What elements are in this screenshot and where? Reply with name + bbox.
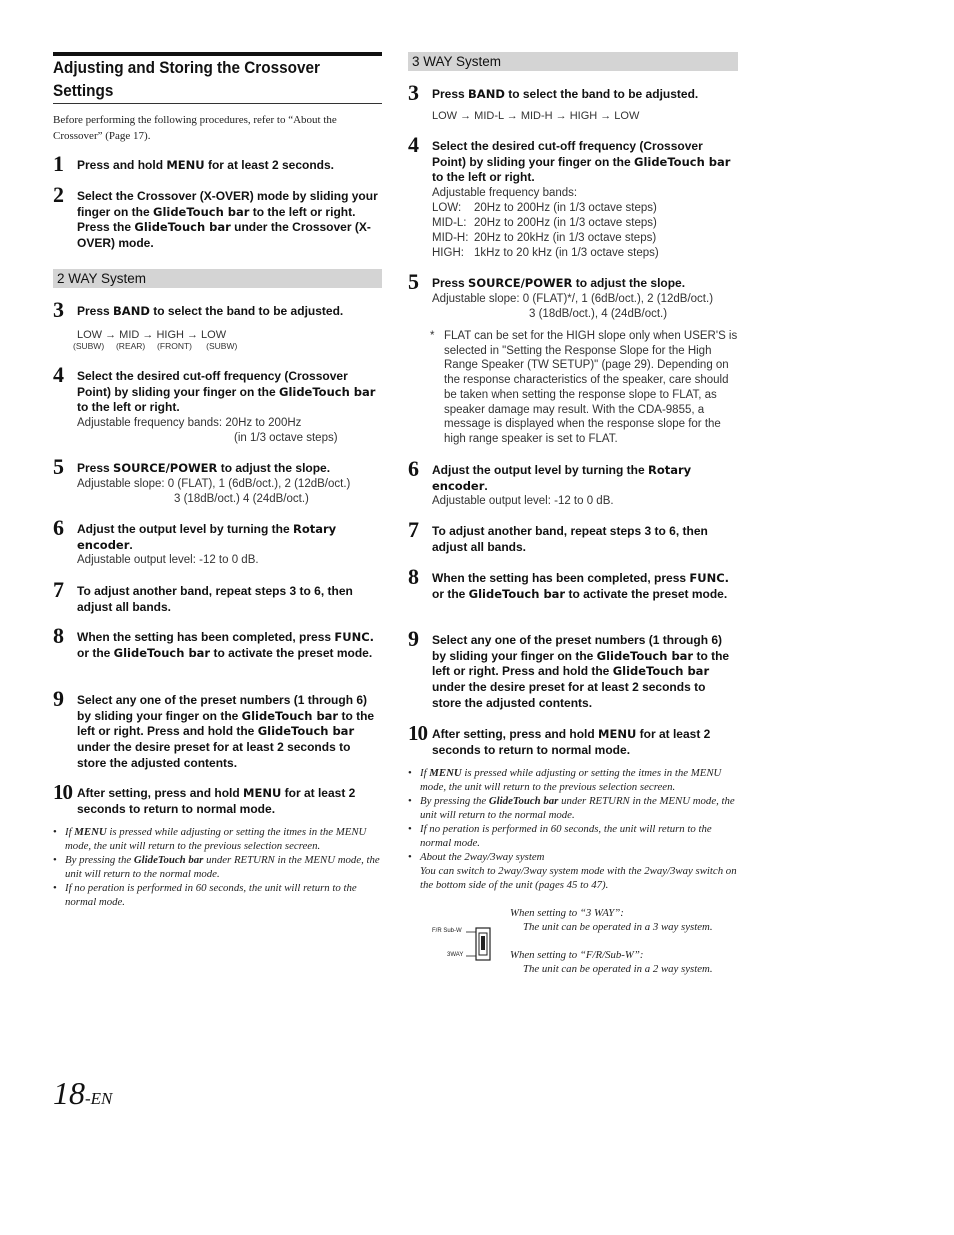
2way-step-4	[53, 362, 383, 446]
step-2	[53, 182, 383, 252]
3way-step-4	[408, 132, 738, 261]
caption-body: The unit can be operated in a 3 way system.	[523, 921, 713, 933]
key-glidetouch: GlideTouch bar	[257, 724, 355, 739]
text-a: Select any one of the preset numbers (1 through 6) by sliding your finger on the	[432, 633, 723, 663]
switch-label-bottom: 3WAY	[447, 952, 464, 958]
band-flow: LOW → MID-L → MID-H → HIGH → LOW	[432, 109, 640, 122]
step-number: 6	[408, 456, 419, 481]
band-flow-sublabels: (SUBW) (REAR) (FRONT) (SUBW)	[73, 340, 238, 351]
text-pre: Press	[77, 461, 114, 475]
step-text	[77, 522, 383, 553]
note-text: If no peration is performed in 60 seconds, the unit will return to the normal mode.	[65, 882, 357, 908]
note-item	[408, 766, 740, 794]
step-number: 8	[408, 564, 419, 589]
step-number: 4	[53, 362, 64, 387]
2way-step-3	[53, 297, 383, 351]
band-range: 1kHz to 20 kHz (in 1/3 octave steps)	[474, 247, 659, 260]
2way-step-6	[53, 515, 383, 568]
slope-line-1: Adjustable slope: 0 (FLAT)*/, 1 (6dB/oct.), 2 (12dB/oct.)	[432, 292, 714, 305]
step-text	[432, 87, 738, 103]
3way-step-8	[408, 564, 738, 602]
2way-step-7	[53, 577, 383, 615]
band-flow: LOW → MID → HIGH → LOW	[77, 328, 227, 341]
page-title-line2: Settings	[53, 81, 114, 100]
step-number: 5	[408, 269, 419, 294]
text-post: .	[484, 478, 488, 493]
key-source-power: SOURCE/POWER	[468, 276, 573, 290]
note-item	[408, 822, 740, 850]
band-range: 20Hz to 200Hz (in 1/3 octave steps)	[474, 202, 657, 215]
caption-title: When setting to “3 WAY”:	[510, 907, 624, 919]
step-text	[432, 571, 738, 602]
step-number: 3	[408, 80, 419, 105]
key-rotary: Rotary encoder	[432, 463, 692, 493]
band-name: MID-H:	[432, 232, 469, 245]
3way-step-7	[408, 517, 738, 555]
text-b: to the left or right.	[432, 170, 535, 185]
output-level: Adjustable output level: -12 to 0 dB.	[77, 554, 259, 567]
step-number: 10	[53, 780, 72, 804]
note-text: By pressing the	[65, 854, 134, 866]
2way-step-8	[53, 623, 383, 661]
page-number-suffix: -EN	[85, 1089, 113, 1108]
text-b: to the left or right.	[77, 400, 180, 415]
step-number: 2	[53, 182, 64, 207]
intro-text: Before performing the following procedures, refer to “About the Crossover” (Page 17).	[53, 114, 337, 142]
title-bottom-rule	[53, 103, 382, 104]
note-text: is pressed while adjusting or setting the itmes in the MENU mode, the unit will return to the previous selection secreen.	[65, 826, 367, 852]
step-text	[432, 276, 738, 292]
page-title-line1: Adjusting and Storing the Crossover	[53, 58, 320, 77]
note-text-extra: You can switch to 2way/3way system mode with the 2way/3way switch on the bottom side of the unit (pages 45 to 47).	[420, 865, 737, 891]
step-number: 7	[408, 517, 419, 542]
text-c: under the desire preset for at least 2 seconds to store the adjusted contents.	[432, 680, 706, 710]
3way-notes	[408, 766, 740, 892]
text-pre: When the setting has been completed, press	[432, 571, 690, 585]
step-number: 10	[408, 721, 427, 745]
section-header-2way: 2 WAY System	[53, 269, 382, 288]
switch-caption-2way	[510, 948, 740, 976]
slope-line-1: Adjustable slope: 0 (FLAT), 1 (6dB/oct.), 2 (12dB/oct.)	[77, 477, 351, 490]
band-name: LOW:	[432, 202, 462, 215]
switch-caption-3way	[510, 906, 740, 934]
text-pre: Press	[432, 87, 469, 101]
key-func: FUNC.	[689, 571, 730, 585]
page-number	[53, 1075, 112, 1117]
key-glidetouch: GlideTouch bar	[596, 648, 694, 663]
text-post: to select the band to be adjusted.	[504, 87, 699, 101]
text-pre: Press	[77, 304, 114, 318]
step-text	[77, 461, 383, 477]
band-row-midh	[432, 231, 738, 246]
step-number: 6	[53, 515, 64, 540]
band-row-low	[432, 201, 738, 216]
note-bold: MENU	[429, 767, 462, 779]
band-range: 20Hz to 20kHz (in 1/3 octave steps)	[474, 232, 657, 245]
text-pre: After setting, press and hold	[77, 786, 244, 800]
note-text: is pressed while adjusting or setting the itmes in the MENU mode, the unit will return to the previous selection secreen.	[420, 767, 722, 793]
note-item	[408, 850, 740, 892]
caption-title: When setting to “F/R/Sub-W”:	[510, 949, 644, 961]
key-func: FUNC.	[334, 630, 375, 644]
band-range: 20Hz to 200Hz (in 1/3 octave steps)	[474, 217, 657, 230]
2way-notes	[53, 825, 383, 909]
key-band: BAND	[113, 304, 150, 318]
step-text	[77, 369, 383, 416]
step-number: 8	[53, 623, 64, 648]
step-number: 4	[408, 132, 419, 157]
3way-step-9	[408, 626, 738, 712]
flat-footnote	[430, 329, 738, 447]
step-text	[77, 693, 383, 772]
key-glidetouch: GlideTouch bar	[113, 645, 211, 660]
step-text	[432, 463, 738, 494]
text-post: to adjust the slope.	[217, 461, 331, 475]
key-glidetouch: GlideTouch bar	[468, 586, 566, 601]
text-a: Select the desired cut-off frequency (Crossover Point) by sliding your finger on the	[432, 139, 703, 169]
note-item	[53, 825, 383, 853]
3way-step-6	[408, 456, 738, 509]
key-menu: MENU	[243, 786, 282, 800]
text-mid: or the	[77, 645, 114, 660]
step-text: Select the Crossover (X-OVER) mode by sliding your finger on the GlideTouch bar to the left or right. Press the GlideTouch bar under the Crossover (X-OVER) mode.	[77, 189, 378, 251]
band-row-high	[432, 246, 738, 261]
text-post: to select the band to be adjusted.	[149, 304, 344, 318]
step-number: 7	[53, 577, 64, 602]
band-row-midl	[432, 216, 738, 231]
text-b: to the left or right. Press and hold the	[432, 648, 730, 679]
band-name: MID-L:	[432, 217, 467, 230]
band-name: HIGH:	[432, 247, 464, 260]
step-text	[77, 786, 383, 817]
text-pre: Adjust the output level by turning the	[432, 463, 648, 477]
step-text	[77, 304, 383, 320]
text-pre: Press	[432, 276, 469, 290]
key-glidetouch: GlideTouch bar	[279, 384, 376, 399]
text-a: Select any one of the preset numbers (1 through 6) by sliding your finger on the	[77, 693, 368, 723]
footnote-mark: *	[430, 330, 435, 342]
text-post: for at least 2 seconds to return to normal mode.	[77, 786, 356, 816]
note-bold: MENU	[74, 826, 107, 838]
frequency-bands: Adjustable frequency bands: 20Hz to 200Hz	[77, 417, 302, 430]
text-c: under the desire preset for at least 2 seconds to store the adjusted contents.	[77, 740, 351, 770]
text-pre: After setting, press and hold	[432, 727, 599, 741]
step-number: 9	[408, 626, 419, 651]
2way-step-9	[53, 686, 383, 772]
slope-line-2: 3 (18dB/oct.) 4 (24dB/oct.)	[174, 492, 309, 505]
frequency-bands-label: Adjustable frequency bands:	[432, 187, 578, 200]
text-post: to activate the preset mode.	[210, 645, 373, 660]
output-level: Adjustable output level: -12 to 0 dB.	[432, 495, 614, 508]
step-number: 1	[53, 151, 64, 176]
note-item	[53, 881, 383, 909]
key-rotary: Rotary encoder	[77, 522, 337, 552]
key-glidetouch: GlideTouch bar	[241, 708, 339, 723]
note-text: under RETURN in the MENU mode, the unit will return to the normal mode.	[65, 854, 380, 880]
note-text: If	[65, 826, 75, 838]
key-band: BAND	[468, 87, 505, 101]
step-text	[432, 139, 738, 186]
text-a: Select the desired cut-off frequency (Crossover Point) by sliding your finger on the	[77, 369, 348, 399]
step-number: 3	[53, 297, 64, 322]
step-1	[53, 151, 383, 176]
3way-step-10	[408, 721, 738, 758]
note-bold: GlideTouch bar	[488, 795, 559, 807]
text-post: to adjust the slope.	[572, 276, 686, 290]
note-item	[53, 853, 383, 881]
footnote-text: FLAT can be set for the HIGH slope only when USER'S is selected in "Setting the Response Slope for the High Range Speaker (TW SETUP)" (page 29). Depending on the response characteristics of the speaker, care should be taken when setting the response slope to FLAT, as speaker damage may result. With the CDA-9855, a message is displayed when the response slope for the high range speaker is set to FLAT.	[444, 330, 738, 445]
key-source-power: SOURCE/POWER	[113, 461, 218, 475]
text-pre: Adjust the output level by turning the	[77, 522, 293, 536]
2way-step-10	[53, 780, 383, 817]
key-glidetouch: GlideTouch bar	[634, 154, 731, 169]
note-bold: GlideTouch bar	[133, 854, 204, 866]
key-glidetouch: GlideTouch bar	[612, 664, 710, 679]
note-text: By pressing the	[420, 795, 489, 807]
page-number-value: 18	[53, 1075, 85, 1111]
step-text	[432, 633, 738, 712]
3way-step-3	[408, 80, 738, 122]
text-post: to activate the preset mode.	[565, 586, 728, 601]
3way-step-5	[408, 269, 738, 322]
note-text: If	[420, 767, 430, 779]
section-header-3way: 3 WAY System	[408, 52, 738, 71]
step-number: 5	[53, 454, 64, 479]
key-menu: MENU	[598, 727, 637, 741]
text-post: for at least 2 seconds to return to normal mode.	[432, 727, 711, 757]
frequency-bands-note: (in 1/3 octave steps)	[234, 432, 338, 445]
slope-line-2: 3 (18dB/oct.), 4 (24dB/oct.)	[529, 307, 668, 320]
step-text: To adjust another band, repeat steps 3 to 6, then adjust all bands.	[432, 524, 708, 554]
step-text	[77, 630, 383, 661]
text-pre: When the setting has been completed, press	[77, 630, 335, 644]
note-item	[408, 794, 740, 822]
step-text: Press and hold MENU for at least 2 seconds.	[77, 158, 335, 172]
step-text: To adjust another band, repeat steps 3 to 6, then adjust all bands.	[77, 584, 353, 614]
text-post: .	[129, 537, 133, 552]
step-number: 9	[53, 686, 64, 711]
note-text: • About the 2way/3way system	[420, 851, 545, 863]
caption-body: The unit can be operated in a 2 way system.	[523, 963, 713, 975]
switch-label-top: F/R Sub-W	[432, 928, 462, 934]
text-mid: or the	[432, 586, 469, 601]
note-text: If no peration is performed in 60 seconds, the unit will return to the normal mode.	[420, 823, 712, 849]
page-title	[53, 56, 349, 102]
note-text: under RETURN in the MENU mode, the unit will return to the normal mode.	[420, 795, 735, 821]
step-text	[432, 727, 738, 758]
2way-step-5	[53, 454, 383, 507]
text-b: to the left or right. Press and hold the	[77, 708, 375, 739]
